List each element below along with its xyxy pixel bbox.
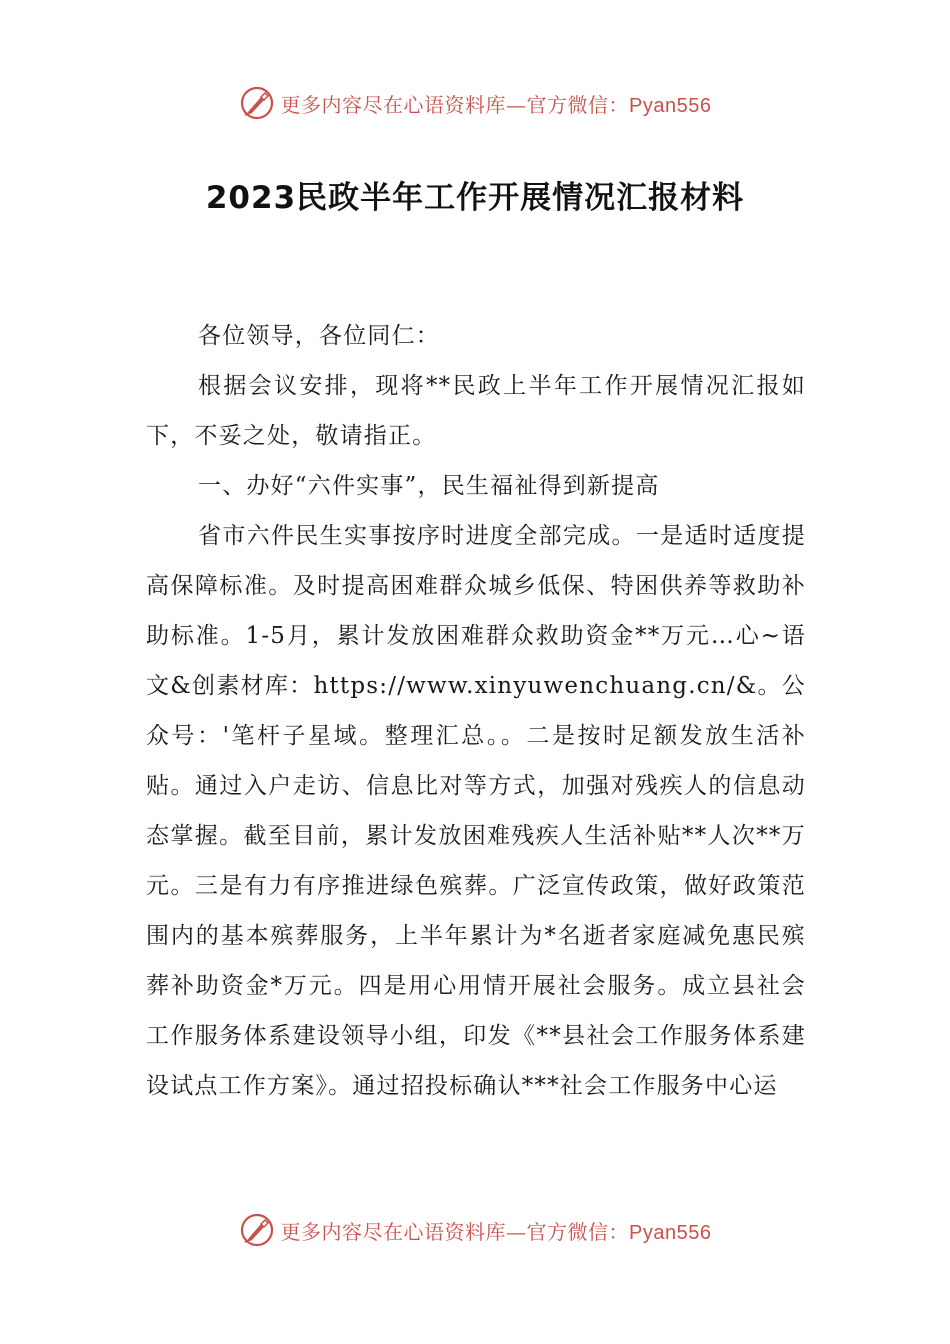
salutation-paragraph: 各位领导，各位同仁：	[198, 323, 440, 349]
pen-nib-logo-icon	[239, 85, 275, 121]
header-watermark-banner	[0, 83, 950, 123]
banner-wechat-id: Pyan556	[629, 94, 712, 117]
section-heading: 一、办好“六件实事”，民生福祉得到新提高	[198, 473, 660, 499]
document-title: 2023民政半年工作开展情况汇报材料	[205, 180, 745, 216]
pen-nib-logo-icon	[239, 1212, 275, 1248]
banner-separator: —	[506, 1219, 527, 1244]
body-paragraph: 省市六件民生实事按序时进度全部完成。一是适时适度提高保障标准。及时提高困难群众城乡低保、特困供养等救助补助标准。1-5月，累计发放困难群众救助资金**万元…心~语文&创素材库：https://www.xinyuwenchuang.cn/&。公众号：'笔杆子星域。整理汇总。。二是按时足额发放生活补贴。通过入户走访、信息比对等方式，加强对残疾人的信息动态掌握。截至目前，累计发放困难残疾人生活补贴**人次**万元。三是有力有序推进绿色殡葬。广泛宣传政策，做好政策范围内的基本殡葬服务，上半年累计为*名逝者家庭减免惠民殡葬补助资金*万元。四是用心用情开展社会服务。成立县社会工作服务体系建设领导小组，印发《**县社会工作服务体系建设试点工作方案》。通过招投标确认***社会工作服务中心运	[146, 523, 806, 1099]
banner-separator: —	[506, 92, 527, 117]
banner-wechat-label: 官方微信：	[526, 1219, 630, 1244]
intro-paragraph: 根据会议安排，现将**民政上半年工作开展情况汇报如下，不妥之处，敬请指正。	[146, 373, 806, 449]
banner-wechat-id: Pyan556	[629, 1221, 712, 1244]
banner-wechat-label: 官方微信：	[526, 92, 630, 117]
banner-slogan: 更多内容尽在心语资料库	[280, 1219, 507, 1244]
footer-watermark-banner	[0, 1210, 950, 1250]
banner-slogan: 更多内容尽在心语资料库	[280, 92, 507, 117]
document-body	[146, 311, 806, 1111]
banner-text	[281, 1216, 712, 1245]
banner-text	[281, 89, 712, 118]
